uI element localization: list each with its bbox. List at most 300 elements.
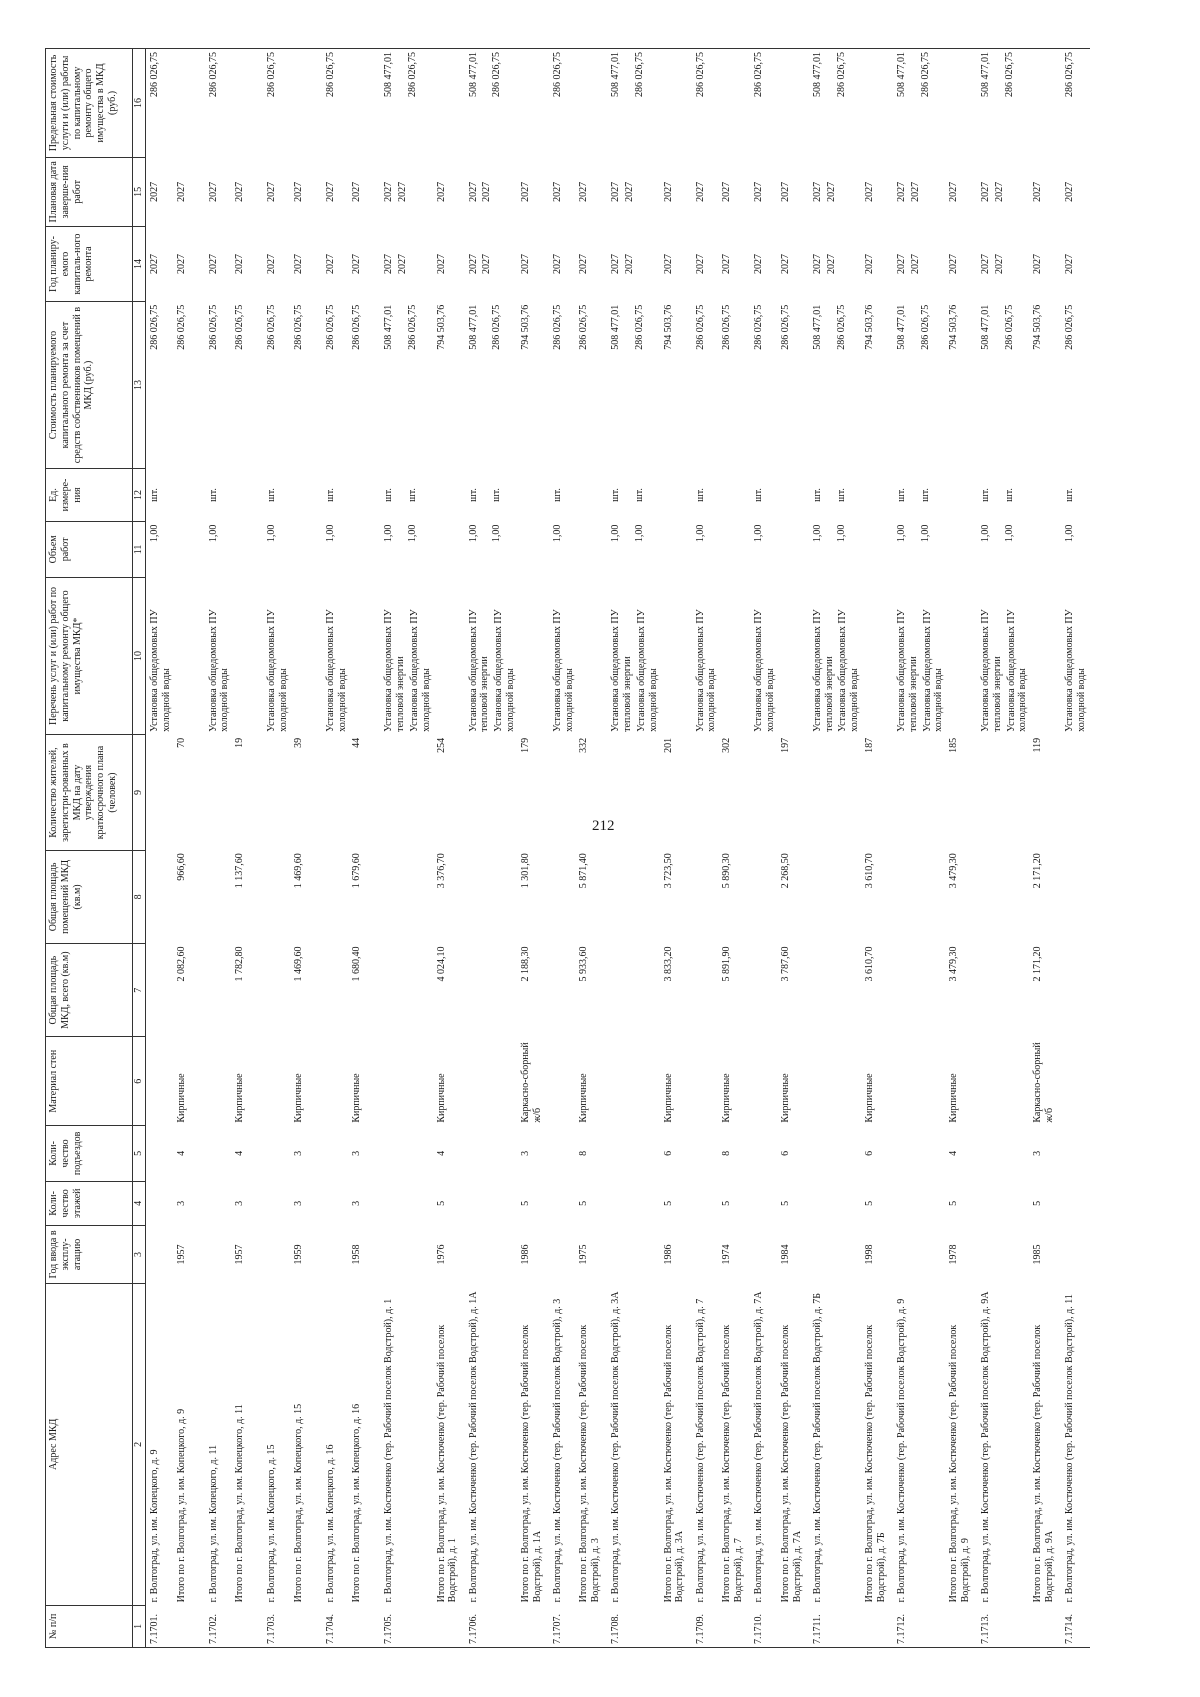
planned-cost-value: 794 503,76	[1032, 304, 1044, 350]
row-number-cell: 7.1703.	[263, 1605, 292, 1647]
unit-cell	[205, 468, 234, 521]
volume-value: 1,00	[895, 524, 907, 543]
wall-material-cell: Кирпичные	[351, 1073, 363, 1123]
service-list-value: Установка общедомовых ПУ холодной воды	[493, 609, 516, 732]
address-cell: Итого по г. Волгоград, ул. им. Костюченко (тер. Рабочий поселок Водстрой), д. 1	[435, 1324, 459, 1603]
column-number: 1	[133, 1605, 146, 1647]
header-cell-cost: Стоимость планируемого капитального ремонта за счет средств собственников помещений в МКД (руб.)	[46, 302, 133, 469]
area-premises-cell	[322, 850, 351, 943]
service-list-value: Установка общедомовых ПУ холодной воды	[266, 609, 289, 732]
end-date-value: 2027	[1064, 181, 1076, 202]
area-total-cell	[205, 944, 234, 1037]
wall-material-cell: Кирпичные	[435, 1073, 447, 1123]
area-total-cell	[465, 944, 519, 1037]
header-cell-services: Перечень услуг и (или) работ по капитальному ремонту общего имущества МКД*	[46, 577, 133, 735]
plan-year-cell	[175, 226, 205, 302]
planned-cost-cell	[519, 302, 549, 469]
volume-cell	[692, 522, 721, 578]
plan-year-value: 2027	[694, 254, 706, 275]
row-number-cell	[233, 1605, 263, 1647]
plan-year-cell	[263, 226, 292, 302]
unit-value: шт.	[634, 488, 646, 502]
plan-year-cell	[350, 226, 380, 302]
floors-count-cell: 3	[234, 1200, 246, 1206]
column-number: 16	[133, 49, 146, 158]
max-cost-cell	[607, 49, 661, 158]
end-date-value: 2027	[266, 181, 278, 202]
table-row	[977, 49, 1031, 1648]
row-number-cell	[519, 1605, 549, 1647]
unit-cell	[263, 468, 292, 521]
end-date-cell	[519, 157, 549, 226]
year-built-cell: 1976	[435, 1244, 447, 1265]
volume-value: 1,00	[491, 524, 503, 543]
header-cell-residents: Количество жителей, зарегистри-рованных в МКД на дату утверждения краткосрочного плана (человек)	[46, 735, 133, 850]
residents-count-cell: 302	[721, 737, 733, 753]
header-cell-wall-material: Материал стен	[46, 1037, 133, 1126]
address-cell: г. Волгоград, ул. им. Копецкого, д. 16	[324, 1444, 336, 1603]
area-total-cell: 1 680,40	[351, 946, 363, 982]
floors-count-cell: 5	[779, 1200, 791, 1206]
address-cell: г. Волгоград, ул. им. Костюченко (тер. Рабочий поселок Водстрой), д. 7Б	[811, 1293, 823, 1603]
address-cell: г. Волгоград, ул. им. Костюченко (тер. Рабочий поселок Водстрой), д. 3	[551, 1298, 563, 1603]
area-total-cell: 5 933,60	[578, 946, 590, 982]
volume-value: 1,00	[383, 524, 395, 543]
header-cell-floors: Коли-чество этажей	[46, 1181, 133, 1225]
plan-year-cell	[947, 226, 977, 302]
max-cost-value: 286 026,75	[1064, 52, 1076, 97]
wall-material-cell	[1061, 1037, 1090, 1126]
service-list-cell	[350, 577, 380, 735]
residents-count-cell	[692, 735, 721, 850]
column-number: 13	[133, 302, 146, 469]
area-premises-cell	[977, 850, 1031, 943]
volume-cell	[1061, 522, 1090, 578]
end-date-value: 2027	[721, 181, 733, 202]
wall-material-cell: Кирпичные	[234, 1073, 246, 1123]
planned-cost-cell	[577, 302, 607, 469]
plan-year-value: 2027	[948, 254, 960, 275]
planned-cost-value: 286 026,75	[266, 304, 278, 350]
service-list-value: Установка общедомовых ПУ холодной воды	[1005, 609, 1029, 732]
table-row	[809, 49, 863, 1648]
address-cell: г. Волгоград, ул. им. Костюченко (тер. Рабочий поселок Водстрой), д. 7	[694, 1298, 706, 1603]
residents-count-cell: 201	[662, 737, 674, 753]
max-cost-cell	[519, 49, 549, 158]
volume-cell	[146, 522, 175, 578]
row-number-cell	[720, 1605, 750, 1647]
row-number-cell	[779, 1605, 809, 1647]
max-cost-value: 286 026,75	[551, 52, 563, 97]
planned-cost-cell	[263, 302, 292, 469]
plan-year-cell	[322, 226, 351, 302]
planned-cost-value: 508 477,01	[467, 304, 479, 350]
residents-count-cell	[380, 735, 434, 850]
volume-value: 1,00	[551, 524, 563, 543]
repair-plan-table	[45, 48, 1090, 1648]
floors-count-cell	[893, 1181, 947, 1225]
unit-value: шт.	[407, 488, 419, 502]
plan-year-value: 2027	[578, 254, 590, 275]
unit-value: шт.	[383, 488, 395, 502]
max-cost-value: 508 477,01	[811, 52, 823, 97]
planned-cost-value: 286 026,75	[578, 304, 590, 350]
row-number-cell: 7.1713.	[977, 1605, 1031, 1647]
plan-year-value: 2027	[435, 254, 447, 275]
max-cost-cell	[175, 49, 205, 158]
plan-year-cell	[205, 226, 234, 302]
floors-count-cell: 3	[292, 1200, 304, 1206]
entrances-count-cell	[977, 1126, 1031, 1182]
entrances-count-cell	[380, 1126, 434, 1182]
max-cost-value: 286 026,75	[694, 52, 706, 97]
end-date-value: 2027	[895, 181, 907, 202]
max-cost-value: 286 026,75	[919, 52, 931, 97]
residents-count-cell: 19	[234, 737, 246, 748]
plan-year-value: 2027	[481, 254, 493, 275]
row-number-cell	[435, 1605, 465, 1647]
planned-cost-cell	[1061, 302, 1090, 469]
year-built-cell	[607, 1226, 661, 1284]
end-date-value: 2027	[863, 181, 875, 202]
floors-count-cell: 5	[662, 1200, 674, 1206]
year-built-cell: 1958	[351, 1244, 363, 1265]
year-built-cell	[205, 1226, 234, 1284]
service-list-cell	[1031, 577, 1061, 735]
wall-material-cell	[692, 1037, 721, 1126]
volume-cell	[607, 522, 661, 578]
service-list-value: Установка общедомовых ПУ холодной воды	[207, 609, 231, 732]
unit-value: шт.	[266, 488, 278, 502]
area-total-cell	[380, 944, 434, 1037]
volume-value: 1,00	[610, 524, 622, 543]
max-cost-value: 508 477,01	[467, 52, 479, 97]
area-premises-cell: 3 723,50	[662, 853, 674, 889]
row-number-cell: 7.1710.	[750, 1605, 779, 1647]
area-premises-cell	[465, 850, 519, 943]
unit-cell	[750, 468, 779, 521]
area-premises-cell	[146, 850, 175, 943]
unit-cell	[809, 468, 863, 521]
unit-cell	[292, 468, 322, 521]
wall-material-cell: Кирпичные	[779, 1073, 791, 1123]
floors-count-cell	[549, 1181, 578, 1225]
year-built-cell: 1984	[779, 1244, 791, 1265]
year-built-cell	[146, 1226, 175, 1284]
planned-cost-value: 286 026,75	[407, 304, 419, 350]
planned-cost-cell	[809, 302, 863, 469]
end-date-cell	[263, 157, 292, 226]
plan-year-cell	[380, 226, 434, 302]
entrances-count-cell: 6	[863, 1150, 875, 1156]
area-total-cell	[607, 944, 661, 1037]
residents-count-cell: 197	[779, 737, 791, 753]
header-cell-volume: Объем работ	[46, 522, 133, 578]
floors-count-cell: 3	[175, 1200, 187, 1206]
service-list-cell	[205, 577, 234, 735]
max-cost-cell	[322, 49, 351, 158]
table-row	[263, 49, 292, 1648]
volume-cell	[662, 522, 692, 578]
year-built-cell	[809, 1226, 863, 1284]
table-row	[322, 49, 351, 1648]
floors-count-cell: 5	[1032, 1200, 1044, 1206]
address-cell: Итого по г. Волгоград, ул. им. Костюченко (тер. Рабочий поселок Водстрой), д. 7Б	[863, 1324, 887, 1603]
area-total-cell: 3 787,60	[779, 946, 791, 982]
end-date-value: 2027	[753, 181, 765, 202]
residents-count-cell: 179	[519, 737, 531, 753]
year-built-cell: 1957	[234, 1244, 246, 1265]
unit-value: шт.	[1064, 488, 1076, 502]
entrances-count-cell: 4	[435, 1150, 447, 1156]
plan-year-value: 2027	[175, 254, 187, 275]
end-date-cell	[947, 157, 977, 226]
end-date-value: 2027	[1032, 181, 1044, 202]
residents-count-cell	[322, 735, 351, 850]
planned-cost-value: 286 026,75	[753, 304, 765, 350]
floors-count-cell	[977, 1181, 1031, 1225]
planned-cost-value: 508 477,01	[895, 304, 907, 350]
area-total-cell	[549, 944, 578, 1037]
unit-cell	[1031, 468, 1061, 521]
table-row	[607, 49, 661, 1648]
volume-value: 1,00	[835, 524, 847, 543]
header-cell-entrances: Коли-чество подъездов	[46, 1126, 133, 1182]
plan-year-value: 2027	[292, 254, 304, 275]
planned-cost-value: 286 026,75	[175, 304, 187, 350]
service-list-cell	[263, 577, 292, 735]
service-list-cell	[662, 577, 692, 735]
service-list-cell	[607, 577, 661, 735]
plan-year-value: 2027	[895, 254, 907, 275]
service-list-cell	[1061, 577, 1090, 735]
unit-cell	[947, 468, 977, 521]
volume-value: 1,00	[919, 524, 931, 543]
volume-cell	[322, 522, 351, 578]
header-cell-max-cost: Предельная стоимость услуги и (или) работы по капитальному ремонту общего имущества в МКД (руб.)	[46, 49, 133, 158]
entrances-count-cell	[750, 1126, 779, 1182]
area-premises-cell: 3 376,70	[435, 853, 447, 889]
end-date-cell	[750, 157, 779, 226]
service-list-cell	[175, 577, 205, 735]
plan-year-value: 2027	[779, 254, 791, 275]
area-premises-cell: 966,60	[175, 853, 187, 881]
planned-cost-value: 508 477,01	[811, 304, 823, 350]
area-total-cell	[893, 944, 947, 1037]
volume-cell	[809, 522, 863, 578]
floors-count-cell	[205, 1181, 234, 1225]
entrances-count-cell	[322, 1126, 351, 1182]
plan-year-cell	[465, 226, 519, 302]
service-list-value: Установка общедомовых ПУ холодной воды	[551, 609, 575, 732]
plan-year-value: 2027	[207, 254, 219, 275]
entrances-count-cell	[549, 1126, 578, 1182]
volume-cell	[977, 522, 1031, 578]
row-number-cell	[662, 1605, 692, 1647]
unit-value: шт.	[551, 488, 563, 502]
area-premises-cell: 2 171,20	[1032, 853, 1044, 889]
end-date-cell	[720, 157, 750, 226]
end-date-value: 2027	[149, 181, 160, 202]
area-premises-cell	[809, 850, 863, 943]
service-list-value: Установка общедомовых ПУ тепловой энергии	[467, 609, 491, 732]
year-built-cell	[977, 1226, 1031, 1284]
residents-count-cell: 332	[578, 737, 590, 753]
floors-count-cell: 5	[578, 1200, 590, 1206]
table-row-total	[662, 49, 692, 1648]
address-cell: Итого по г. Волгоград, ул. им. Костюченко (тер. Рабочий поселок Водстрой), д. 7	[721, 1324, 744, 1603]
max-cost-cell	[779, 49, 809, 158]
end-date-value: 2027	[234, 181, 246, 202]
unit-cell	[549, 468, 578, 521]
end-date-value: 2027	[811, 181, 823, 202]
end-date-cell	[322, 157, 351, 226]
area-premises-cell: 3 610,70	[863, 853, 875, 889]
end-date-value: 2027	[980, 181, 992, 202]
header-cell-unit: Ед. измере-ния	[46, 468, 133, 521]
table-row	[1061, 49, 1090, 1648]
row-number-cell	[350, 1605, 380, 1647]
entrances-count-cell: 3	[1032, 1150, 1044, 1156]
column-number: 2	[133, 1283, 146, 1605]
unit-cell	[692, 468, 721, 521]
volume-value: 1,00	[980, 524, 992, 543]
wall-material-cell: Кирпичные	[721, 1073, 733, 1123]
entrances-count-cell: 3	[351, 1150, 363, 1156]
end-date-value: 2027	[397, 181, 409, 202]
max-cost-value: 286 026,75	[407, 52, 419, 97]
end-date-cell	[350, 157, 380, 226]
max-cost-cell	[947, 49, 977, 158]
residents-count-cell	[205, 735, 234, 850]
table-row	[146, 49, 175, 1648]
unit-cell	[977, 468, 1031, 521]
address-cell: г. Волгоград, ул. им. Костюченко (тер. Рабочий поселок Водстрой), д. 3А	[610, 1291, 622, 1603]
table-row-total	[175, 49, 205, 1648]
service-list-cell	[380, 577, 434, 735]
floors-count-cell	[607, 1181, 661, 1225]
row-number-cell: 7.1701.	[146, 1605, 175, 1647]
end-date-value: 2027	[993, 181, 1005, 202]
end-date-cell	[175, 157, 205, 226]
area-premises-cell: 5 890,30	[721, 853, 733, 889]
service-list-cell	[779, 577, 809, 735]
table-row-total	[292, 49, 322, 1648]
max-cost-cell	[662, 49, 692, 158]
unit-value: шт.	[919, 488, 931, 502]
planned-cost-cell	[205, 302, 234, 469]
planned-cost-cell	[380, 302, 434, 469]
entrances-count-cell	[146, 1126, 175, 1182]
column-number: 5	[133, 1126, 146, 1182]
volume-cell	[947, 522, 977, 578]
plan-year-cell	[662, 226, 692, 302]
unit-value: шт.	[467, 488, 479, 502]
planned-cost-cell	[549, 302, 578, 469]
end-date-value: 2027	[207, 181, 219, 202]
floors-count-cell	[692, 1181, 721, 1225]
area-premises-cell	[750, 850, 779, 943]
residents-count-cell: 70	[175, 737, 187, 748]
wall-material-cell	[977, 1037, 1031, 1126]
year-built-cell: 1959	[292, 1244, 304, 1265]
max-cost-cell	[977, 49, 1031, 158]
end-date-value: 2027	[292, 181, 304, 202]
unit-cell	[465, 468, 519, 521]
area-premises-cell	[1061, 850, 1090, 943]
wall-material-cell: Кирпичные	[863, 1073, 875, 1123]
volume-value: 1,00	[467, 524, 479, 543]
area-total-cell: 2 171,20	[1032, 946, 1044, 982]
service-list-cell	[146, 577, 175, 735]
plan-year-value: 2027	[993, 254, 1005, 275]
address-cell: Итого по г. Волгоград, ул. им. Копецкого, д. 16	[351, 1403, 363, 1603]
plan-year-value: 2027	[721, 254, 733, 275]
table-row-total	[779, 49, 809, 1648]
floors-count-cell	[1061, 1181, 1090, 1225]
unit-cell	[1061, 468, 1090, 521]
year-built-cell	[322, 1226, 351, 1284]
service-list-value: Установка общедомовых ПУ холодной воды	[921, 609, 945, 732]
unit-value: шт.	[753, 488, 765, 502]
volume-value: 1,00	[1064, 524, 1076, 543]
planned-cost-cell	[779, 302, 809, 469]
end-date-cell	[380, 157, 434, 226]
unit-cell	[435, 468, 465, 521]
residents-count-cell	[1061, 735, 1090, 850]
plan-year-value: 2027	[324, 254, 336, 275]
entrances-count-cell: 4	[175, 1150, 187, 1156]
end-date-value: 2027	[551, 181, 563, 202]
area-total-cell: 3 479,30	[948, 946, 960, 982]
planned-cost-cell	[146, 302, 175, 469]
max-cost-cell	[692, 49, 721, 158]
service-list-value: Установка общедомовых ПУ холодной воды	[837, 609, 861, 732]
end-date-value: 2027	[948, 181, 960, 202]
max-cost-cell	[1031, 49, 1061, 158]
service-list-cell	[750, 577, 779, 735]
planned-cost-value: 794 503,76	[863, 304, 875, 350]
service-list-value: Установка общедомовых ПУ холодной воды	[149, 609, 172, 732]
max-cost-value: 286 026,75	[1003, 52, 1015, 97]
planned-cost-value: 286 026,75	[835, 304, 847, 350]
plan-year-value: 2027	[863, 254, 875, 275]
volume-cell	[263, 522, 292, 578]
end-date-value: 2027	[351, 181, 363, 202]
max-cost-value: 286 026,75	[491, 52, 503, 97]
end-date-cell	[662, 157, 692, 226]
entrances-count-cell	[809, 1126, 863, 1182]
area-total-cell	[146, 944, 175, 1037]
residents-count-cell	[607, 735, 661, 850]
planned-cost-cell	[350, 302, 380, 469]
year-built-cell	[549, 1226, 578, 1284]
max-cost-value: 286 026,75	[207, 52, 219, 97]
end-date-cell	[607, 157, 661, 226]
floors-count-cell: 5	[863, 1200, 875, 1206]
planned-cost-value: 286 026,75	[721, 304, 733, 350]
volume-cell	[779, 522, 809, 578]
planned-cost-cell	[465, 302, 519, 469]
volume-cell	[893, 522, 947, 578]
max-cost-value: 286 026,75	[266, 52, 278, 97]
service-list-value: Установка общедомовых ПУ тепловой энергии	[610, 609, 634, 732]
column-number: 12	[133, 468, 146, 521]
year-built-cell: 1957	[175, 1244, 187, 1265]
service-list-cell	[233, 577, 263, 735]
max-cost-cell	[380, 49, 434, 158]
table-row-total	[233, 49, 263, 1648]
